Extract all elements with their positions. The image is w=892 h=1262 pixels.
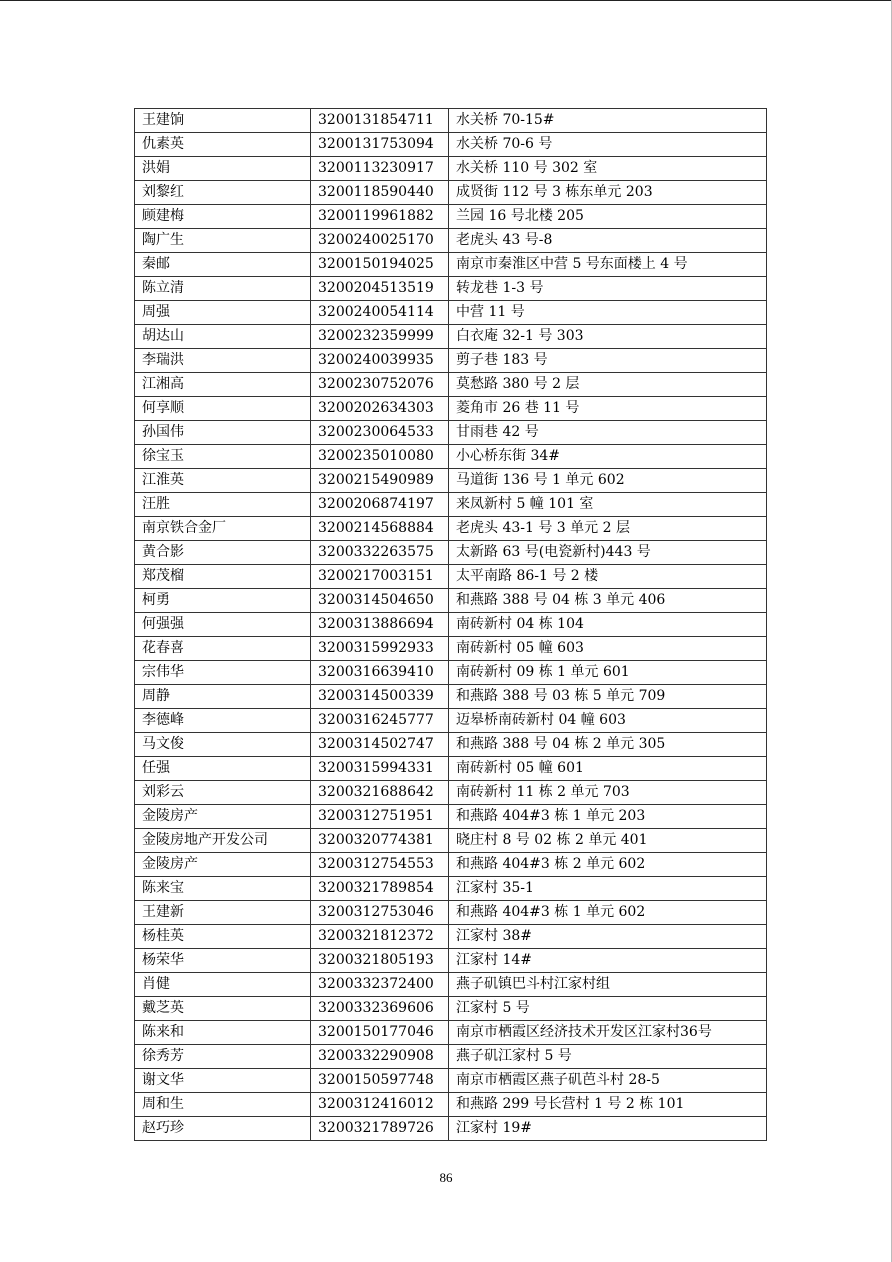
id-cell: 3200131854711 — [311, 109, 449, 133]
id-cell: 3200321812372 — [311, 925, 449, 949]
table-row — [135, 109, 767, 133]
address-cell: 江家村 19# — [449, 1117, 767, 1141]
name-cell: 汪胜 — [135, 493, 311, 517]
table-row — [135, 1117, 767, 1141]
id-cell: 3200320774381 — [311, 829, 449, 853]
table-row — [135, 133, 767, 157]
address-cell: 和燕路 388 号 04 栋 3 单元 406 — [449, 589, 767, 613]
name-cell: 江湘高 — [135, 373, 311, 397]
address-cell: 成贤街 112 号 3 栋东单元 203 — [449, 181, 767, 205]
table-row — [135, 757, 767, 781]
name-cell: 胡达山 — [135, 325, 311, 349]
table-row — [135, 157, 767, 181]
address-cell: 和燕路 404#3 栋 2 单元 602 — [449, 853, 767, 877]
address-cell: 南砖新村 11 栋 2 单元 703 — [449, 781, 767, 805]
address-cell: 南砖新村 05 幢 603 — [449, 637, 767, 661]
address-cell: 南京市秦淮区中营 5 号东面楼上 4 号 — [449, 253, 767, 277]
name-cell: 陈来宝 — [135, 877, 311, 901]
table-row — [135, 877, 767, 901]
address-cell: 南京市栖霞区经济技术开发区江家村36号 — [449, 1021, 767, 1045]
id-cell: 3200312753046 — [311, 901, 449, 925]
name-cell: 杨荣华 — [135, 949, 311, 973]
name-cell: 李瑞洪 — [135, 349, 311, 373]
address-cell: 菱角市 26 巷 11 号 — [449, 397, 767, 421]
address-cell: 中营 11 号 — [449, 301, 767, 325]
records-table-body — [135, 109, 767, 1141]
id-cell: 3200321789854 — [311, 877, 449, 901]
name-cell: 徐秀芳 — [135, 1045, 311, 1069]
table-row — [135, 181, 767, 205]
name-cell: 何强强 — [135, 613, 311, 637]
id-cell: 3200214568884 — [311, 517, 449, 541]
id-cell: 3200332372400 — [311, 973, 449, 997]
address-cell: 江家村 35-1 — [449, 877, 767, 901]
id-cell: 3200313886694 — [311, 613, 449, 637]
id-cell: 3200240054114 — [311, 301, 449, 325]
table-row — [135, 1069, 767, 1093]
table-row — [135, 277, 767, 301]
records-table — [134, 108, 767, 1141]
address-cell: 江家村 38# — [449, 925, 767, 949]
address-cell: 江家村 14# — [449, 949, 767, 973]
table-row — [135, 421, 767, 445]
name-cell: 陈来和 — [135, 1021, 311, 1045]
address-cell: 燕子矶江家村 5 号 — [449, 1045, 767, 1069]
table-row — [135, 829, 767, 853]
table-row — [135, 637, 767, 661]
address-cell: 水关桥 70-15# — [449, 109, 767, 133]
name-cell: 江淮英 — [135, 469, 311, 493]
table-row — [135, 565, 767, 589]
address-cell: 和燕路 388 号 04 栋 2 单元 305 — [449, 733, 767, 757]
name-cell: 刘彩云 — [135, 781, 311, 805]
name-cell: 何享顺 — [135, 397, 311, 421]
name-cell: 徐宝玉 — [135, 445, 311, 469]
address-cell: 和燕路 388 号 03 栋 5 单元 709 — [449, 685, 767, 709]
table-row — [135, 253, 767, 277]
address-cell: 老虎头 43 号-8 — [449, 229, 767, 253]
table-row — [135, 781, 767, 805]
id-cell: 3200232359999 — [311, 325, 449, 349]
id-cell: 3200332263575 — [311, 541, 449, 565]
table-row — [135, 661, 767, 685]
address-cell: 南砖新村 05 幢 601 — [449, 757, 767, 781]
address-cell: 和燕路 404#3 栋 1 单元 602 — [449, 901, 767, 925]
table-row — [135, 349, 767, 373]
name-cell: 周静 — [135, 685, 311, 709]
address-cell: 马道街 136 号 1 单元 602 — [449, 469, 767, 493]
id-cell: 3200315992933 — [311, 637, 449, 661]
id-cell: 3200215490989 — [311, 469, 449, 493]
name-cell: 周和生 — [135, 1093, 311, 1117]
address-cell: 水关桥 70-6 号 — [449, 133, 767, 157]
id-cell: 3200119961882 — [311, 205, 449, 229]
table-row — [135, 709, 767, 733]
name-cell: 金陵房产 — [135, 853, 311, 877]
address-cell: 江家村 5 号 — [449, 997, 767, 1021]
id-cell: 3200204513519 — [311, 277, 449, 301]
id-cell: 3200314504650 — [311, 589, 449, 613]
name-cell: 马文俊 — [135, 733, 311, 757]
id-cell: 3200321789726 — [311, 1117, 449, 1141]
address-cell: 太平南路 86-1 号 2 楼 — [449, 565, 767, 589]
address-cell: 和燕路 299 号长营村 1 号 2 栋 101 — [449, 1093, 767, 1117]
table-row — [135, 325, 767, 349]
table-row — [135, 997, 767, 1021]
name-cell: 洪娟 — [135, 157, 311, 181]
table-row — [135, 925, 767, 949]
id-cell: 3200314502747 — [311, 733, 449, 757]
page-number: 86 — [439, 1170, 453, 1185]
address-cell: 甘雨巷 42 号 — [449, 421, 767, 445]
table-row — [135, 733, 767, 757]
name-cell: 陶广生 — [135, 229, 311, 253]
name-cell: 王建饷 — [135, 109, 311, 133]
id-cell: 3200113230917 — [311, 157, 449, 181]
table-row — [135, 973, 767, 997]
top-border — [0, 0, 892, 1]
id-cell: 3200150597748 — [311, 1069, 449, 1093]
address-cell: 迈皋桥南砖新村 04 幢 603 — [449, 709, 767, 733]
name-cell: 郑茂榴 — [135, 565, 311, 589]
id-cell: 3200150194025 — [311, 253, 449, 277]
table-row — [135, 1021, 767, 1045]
address-cell: 太新路 63 号(电瓷新村)443 号 — [449, 541, 767, 565]
id-cell: 3200118590440 — [311, 181, 449, 205]
address-cell: 小心桥东街 34# — [449, 445, 767, 469]
name-cell: 刘黎红 — [135, 181, 311, 205]
name-cell: 任强 — [135, 757, 311, 781]
table-row — [135, 949, 767, 973]
table-row — [135, 397, 767, 421]
table-row — [135, 445, 767, 469]
id-cell: 3200235010080 — [311, 445, 449, 469]
name-cell: 金陵房产 — [135, 805, 311, 829]
table-row — [135, 901, 767, 925]
name-cell: 杨桂英 — [135, 925, 311, 949]
address-cell: 兰园 16 号北楼 205 — [449, 205, 767, 229]
id-cell: 3200314500339 — [311, 685, 449, 709]
id-cell: 3200230752076 — [311, 373, 449, 397]
table-row — [135, 1045, 767, 1069]
name-cell: 李德峰 — [135, 709, 311, 733]
name-cell: 秦邮 — [135, 253, 311, 277]
address-cell: 剪子巷 183 号 — [449, 349, 767, 373]
id-cell: 3200332369606 — [311, 997, 449, 1021]
table-row — [135, 589, 767, 613]
table-row — [135, 541, 767, 565]
table-row — [135, 517, 767, 541]
name-cell: 仇素英 — [135, 133, 311, 157]
id-cell: 3200312416012 — [311, 1093, 449, 1117]
id-cell: 3200150177046 — [311, 1021, 449, 1045]
id-cell: 3200206874197 — [311, 493, 449, 517]
name-cell: 周强 — [135, 301, 311, 325]
table-row — [135, 469, 767, 493]
address-cell: 南砖新村 09 栋 1 单元 601 — [449, 661, 767, 685]
address-cell: 水关桥 110 号 302 室 — [449, 157, 767, 181]
name-cell: 王建新 — [135, 901, 311, 925]
name-cell: 黄合影 — [135, 541, 311, 565]
address-cell: 老虎头 43-1 号 3 单元 2 层 — [449, 517, 767, 541]
id-cell: 3200312754553 — [311, 853, 449, 877]
id-cell: 3200240039935 — [311, 349, 449, 373]
table-row — [135, 613, 767, 637]
id-cell: 3200332290908 — [311, 1045, 449, 1069]
table-row — [135, 853, 767, 877]
id-cell: 3200316245777 — [311, 709, 449, 733]
address-cell: 和燕路 404#3 栋 1 单元 203 — [449, 805, 767, 829]
name-cell: 花春喜 — [135, 637, 311, 661]
name-cell: 南京铁合金厂 — [135, 517, 311, 541]
id-cell: 3200240025170 — [311, 229, 449, 253]
address-cell: 转龙巷 1-3 号 — [449, 277, 767, 301]
address-cell: 南京市栖霞区燕子矶芭斗村 28-5 — [449, 1069, 767, 1093]
table-row — [135, 205, 767, 229]
name-cell: 金陵房地产开发公司 — [135, 829, 311, 853]
name-cell: 陈立清 — [135, 277, 311, 301]
table-row — [135, 373, 767, 397]
id-cell: 3200217003151 — [311, 565, 449, 589]
address-cell: 白衣庵 32-1 号 303 — [449, 325, 767, 349]
id-cell: 3200321805193 — [311, 949, 449, 973]
name-cell: 柯勇 — [135, 589, 311, 613]
address-cell: 莫愁路 380 号 2 层 — [449, 373, 767, 397]
table-row — [135, 685, 767, 709]
table-row — [135, 805, 767, 829]
table-row — [135, 493, 767, 517]
name-cell: 戴芝英 — [135, 997, 311, 1021]
table-row — [135, 301, 767, 325]
address-cell: 来凤新村 5 幢 101 室 — [449, 493, 767, 517]
id-cell: 3200131753094 — [311, 133, 449, 157]
id-cell: 3200312751951 — [311, 805, 449, 829]
name-cell: 顾建梅 — [135, 205, 311, 229]
id-cell: 3200321688642 — [311, 781, 449, 805]
address-cell: 燕子矶镇巴斗村江家村组 — [449, 973, 767, 997]
id-cell: 3200202634303 — [311, 397, 449, 421]
name-cell: 赵巧珍 — [135, 1117, 311, 1141]
table-row — [135, 229, 767, 253]
name-cell: 宗伟华 — [135, 661, 311, 685]
name-cell: 肖健 — [135, 973, 311, 997]
address-cell: 南砖新村 04 栋 104 — [449, 613, 767, 637]
name-cell: 孙国伟 — [135, 421, 311, 445]
name-cell: 谢文华 — [135, 1069, 311, 1093]
address-cell: 晓庄村 8 号 02 栋 2 单元 401 — [449, 829, 767, 853]
id-cell: 3200230064533 — [311, 421, 449, 445]
id-cell: 3200316639410 — [311, 661, 449, 685]
table-row — [135, 1093, 767, 1117]
id-cell: 3200315994331 — [311, 757, 449, 781]
